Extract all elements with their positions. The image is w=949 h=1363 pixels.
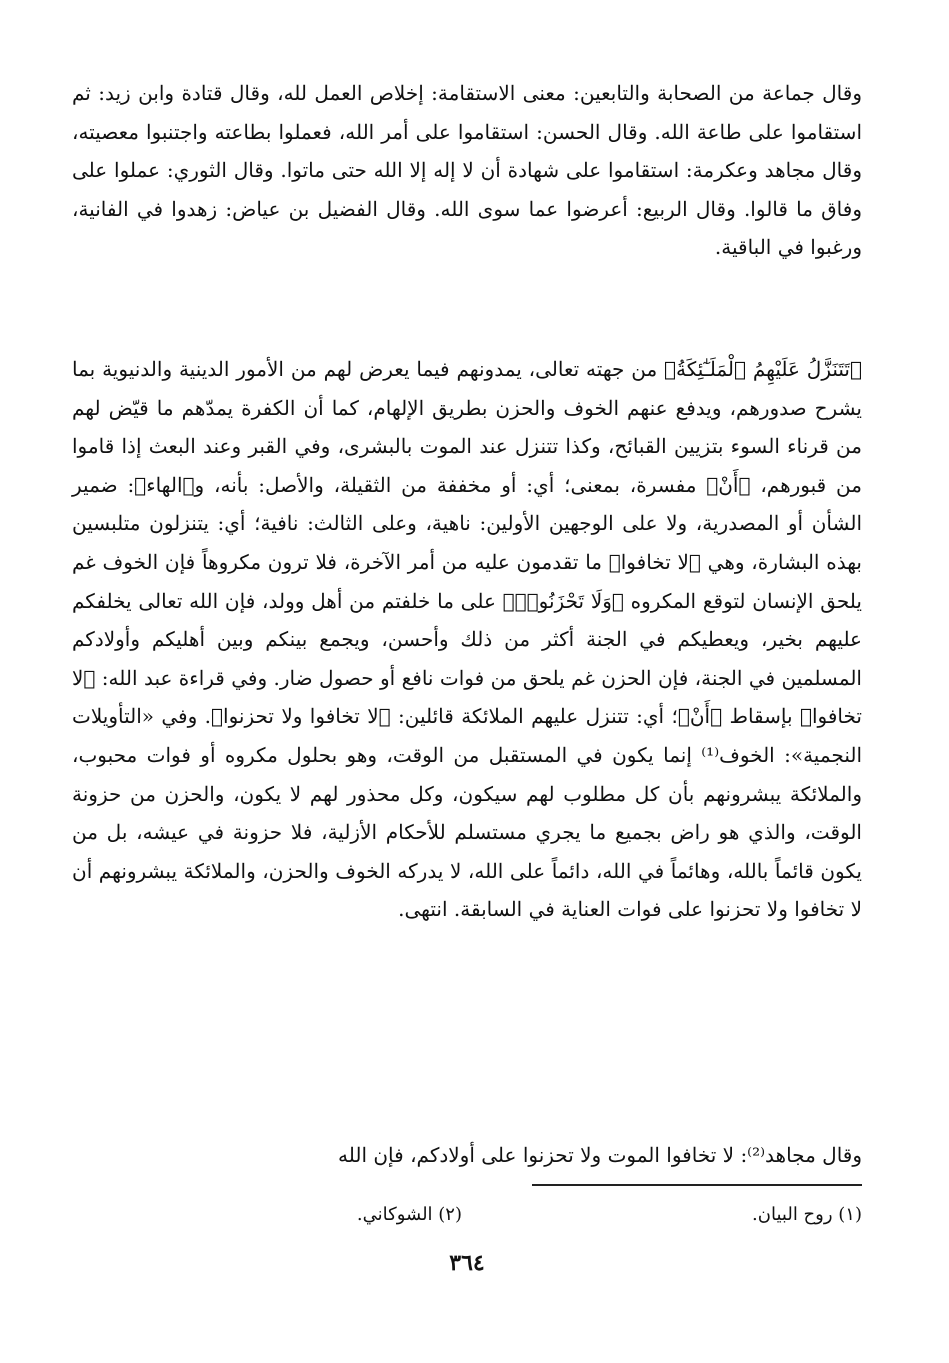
footnote-separator — [532, 1184, 862, 1186]
page-number: ٣٦٤ — [449, 1250, 485, 1276]
footnote-1: (١) روح البيان. — [752, 1204, 862, 1225]
footnotes — [72, 1200, 862, 1230]
paragraph-istiqama: وقال جماعة من الصحابة والتابعين: معنى الاستقامة: إخلاص العمل لله، وقال قتادة وابن زيد: ثم استقاموا على طاعة الله. وقال الحسن: استقاموا على أمر الله، فعملوا بطاعته واجتنبوا معصيته، وقال مجاهد وعكرمة: استقاموا على شهادة أن لا إله إلا الله حتى ماتوا. وقال الثوري: عملوا على وفاق ما قالوا. وقال الربيع: أعرضوا عما سوى الله. وقال الفضيل بن عياض: زهدوا في الفانية، ورغبوا في الباقية. — [72, 81, 862, 260]
footnote-2: (٢) الشوكاني. — [356, 1204, 462, 1225]
paragraph-angels-descend: ﴿تَتَنَزَّلُ عَلَيْهِمُ ٱلْمَلَـٰٓئِكَةُ﴾ من جهته تعالى، يمدونهم فيما يعرض لهم من الأمور الدينية والدنيوية بما يشرح صدورهم، ويدفع عنهم الخوف والحزن بطريق الإلهام، كما أن الكفرة يمدّهم ما قيّض لهم من قرناء السوء بتزيين القبائح، وكذا تتنزل عند الموت بالبشرى، وفي القبر وعند البعث إذا قاموا من قبورهم، ﴿أَنْ﴾ مفسرة، بمعنى؛ أي: أو مخففة من الثقيلة، والأصل: بأنه، و﴿الهاء﴾: ضمير الشأن أو المصدرية، ولا على الوجهين الأولين: ناهية، وعلى الثالث: نافية؛ أي: يتنزلون متلبسين بهذه البشارة، وهي ﴿لا تخافوا﴾ ما تقدمون عليه من أمر الآخرة، فلا ترون مكروهاً فإن الخوف غم يلحق الإنسان لتوقع المكروه ﴿وَلَا تَحْزَنُوا۟﴾ على ما خلفتم من أهل وولد، فإن الله تعالى يخلفكم عليهم بخير، ويعطيكم في الجنة أكثر من ذلك وأحسن، ويجمع بينكم وبين أهليكم وأولادكم المسلمين في الجنة، فإن الحزن غم يلحق من فوات نافع أو حصول ضار. وفي قراءة عبد الله: ﴿لا تخافوا﴾ بإسقاط ﴿أَنْ﴾؛ أي: تتنزل عليهم الملائكة قائلين: ﴿لا تخافوا ولا تحزنوا﴾. وفي «التأويلات النجمية»: الخوف⁽¹⁾ إنما يكون في المستقبل من الوقت، وهو بحلول مكروه أو فوات محبوب، والملائكة يبشرونهم بأن كل مطلوب لهم سيكون، وكل محذور لهم لا يكون، والحزن من حزونة الوقت، والذي هو راض بجميع ما يجري مستسلم للأحكام الأزلية، فلا حزونة في عيشه، بل من يكون قائماً بالله، وهائماً في الله، دائماً على الله، لا يدركه الخوف والحزن، والملائكة يبشرونهم أن لا تخافوا ولا تحزنوا على فوات العناية في السابقة. انتهى. — [72, 357, 863, 922]
paragraph-mujahid: وقال مجاهد⁽²⁾: لا تخافوا الموت ولا تحزنوا على أولادكم، فإن الله — [338, 1143, 862, 1167]
book-page — [72, 74, 862, 1334]
